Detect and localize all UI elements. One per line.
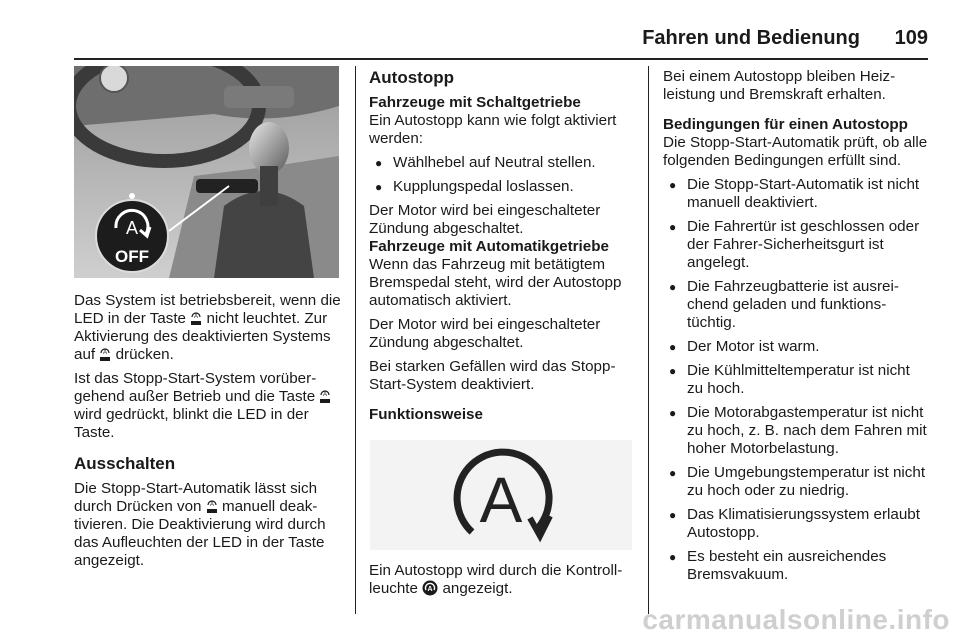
column-divider-2 [648,66,649,614]
paragraph: Die Stopp-Start-Automatik lässt sich durch Drücken von A manuell deaktivieren. Die Deaktivierung wird durch das Aufleuchten der LED in der Taste angezeigt. [74,480,326,569]
paragraph: Ein Autostopp wird durch die Kontrollleuchte A angezeigt. [369,562,623,597]
svg-text:A: A [194,314,199,320]
list-item: ● Das Klimatisierungssystem erlaubt Autostopp. [663,506,929,542]
list-item: ● Die Stopp-Start-Automatik ist nicht manuell deaktiviert. [663,176,929,212]
page-number: 109 [894,27,928,49]
header-rule [74,58,928,60]
list-item: ● Wählhebel auf Neutral stellen. [369,154,634,172]
column-divider-1 [355,66,356,614]
section-title: Fahren und Bedienung [642,27,860,49]
off-label: OFF [115,247,149,266]
paragraph: Die Stopp-Start-Automatik prüft, ob alle folgenden Bedingungen erfüllt sind. [663,134,928,169]
paragraph: Der Motor wird bei eingeschalteter Zündung abgeschaltet. [369,316,601,351]
svg-text:A: A [209,502,214,508]
list-item: ● Es besteht ein ausreichendes Bremsvakuum. [663,548,929,584]
paragraph: Ein Autostopp kann wie folgt aktiviert werden: [369,112,617,147]
paragraph: Wenn das Fahrzeug mit betätigtem Bremspedal steht, wird der Autostopp automatisch aktiviert. [369,256,622,309]
bullet-list [369,154,634,196]
stop-start-button-icon [99,346,111,362]
watermark: carmanualsonline.info [642,604,950,635]
middle-column [369,68,634,424]
right-column [663,68,929,590]
subheading-function: Funktionsweise [369,406,483,423]
page-header [0,0,960,58]
paragraph: Bei einem Autostopp bleiben Heizleistung und Bremskraft erhalten. [663,68,896,103]
middle-column-bottom [369,562,634,604]
stop-start-button-icon [190,310,202,326]
gear-shift-photo [74,66,339,278]
list-item: ● Die Fahrertür ist geschlossen oder der Fahrer-Sicherheitsgurt ist angelegt. [663,218,929,272]
lamp-letter: A [479,464,523,536]
paragraph: Bei starken Gefällen wird das Stopp-Start-System deaktiviert. [369,358,616,393]
list-item: ● Der Motor ist warm. [663,338,929,356]
list-item: ● Die Fahrzeugbatterie ist ausreichend geladen und funktionstüchtig. [663,278,929,332]
list-item: ● Die Kühlmitteltemperatur ist nicht zu hoch. [663,362,929,398]
stop-start-button-icon [206,498,218,514]
bullet-list [663,176,929,584]
svg-text:A: A [427,586,433,593]
paragraph: Ist das Stopp-Start-System vorübergehend außer Betrieb und die Taste A wird gedrückt, blinkt die LED in der Taste. [74,370,346,442]
autostop-indicator-illustration [370,440,632,550]
autostop-indicator-icon [422,580,438,596]
paragraph: Der Motor wird bei eingeschalteter Zündung abgeschaltet. [369,202,601,237]
list-item: ● Kupplungspedal loslassen. [369,178,634,196]
heading-autostopp: Autostopp [369,68,454,87]
heading-ausschalten: Ausschalten [74,454,176,473]
stop-start-button-icon [319,388,331,404]
svg-text:A: A [103,350,108,356]
autostop-lamp-icon [370,440,632,550]
photo-indicator-letter: A [125,218,139,238]
svg-text:A: A [323,392,328,398]
console-illustration [74,66,339,278]
list-item: ● Die Umgebungstemperatur ist nicht zu hoch oder zu niedrig. [663,464,929,500]
paragraph: Das System ist betriebsbereit, wenn die LED in der Taste A nicht leuchtet. Zur Aktivierung des deaktivierten Systems auf A drücken. [74,292,341,363]
subheading-conditions: Bedingungen für einen Autostopp [663,116,908,133]
subheading-manual: Fahrzeuge mit Schaltgetriebe [369,94,581,111]
subheading-automatic: Fahrzeuge mit Automatikgetriebe [369,238,609,255]
left-column [74,292,346,576]
list-item: ● Die Motorabgastemperatur ist nicht zu hoch, z. B. nach dem Fahren mit hoher Motorbelastung. [663,404,929,458]
